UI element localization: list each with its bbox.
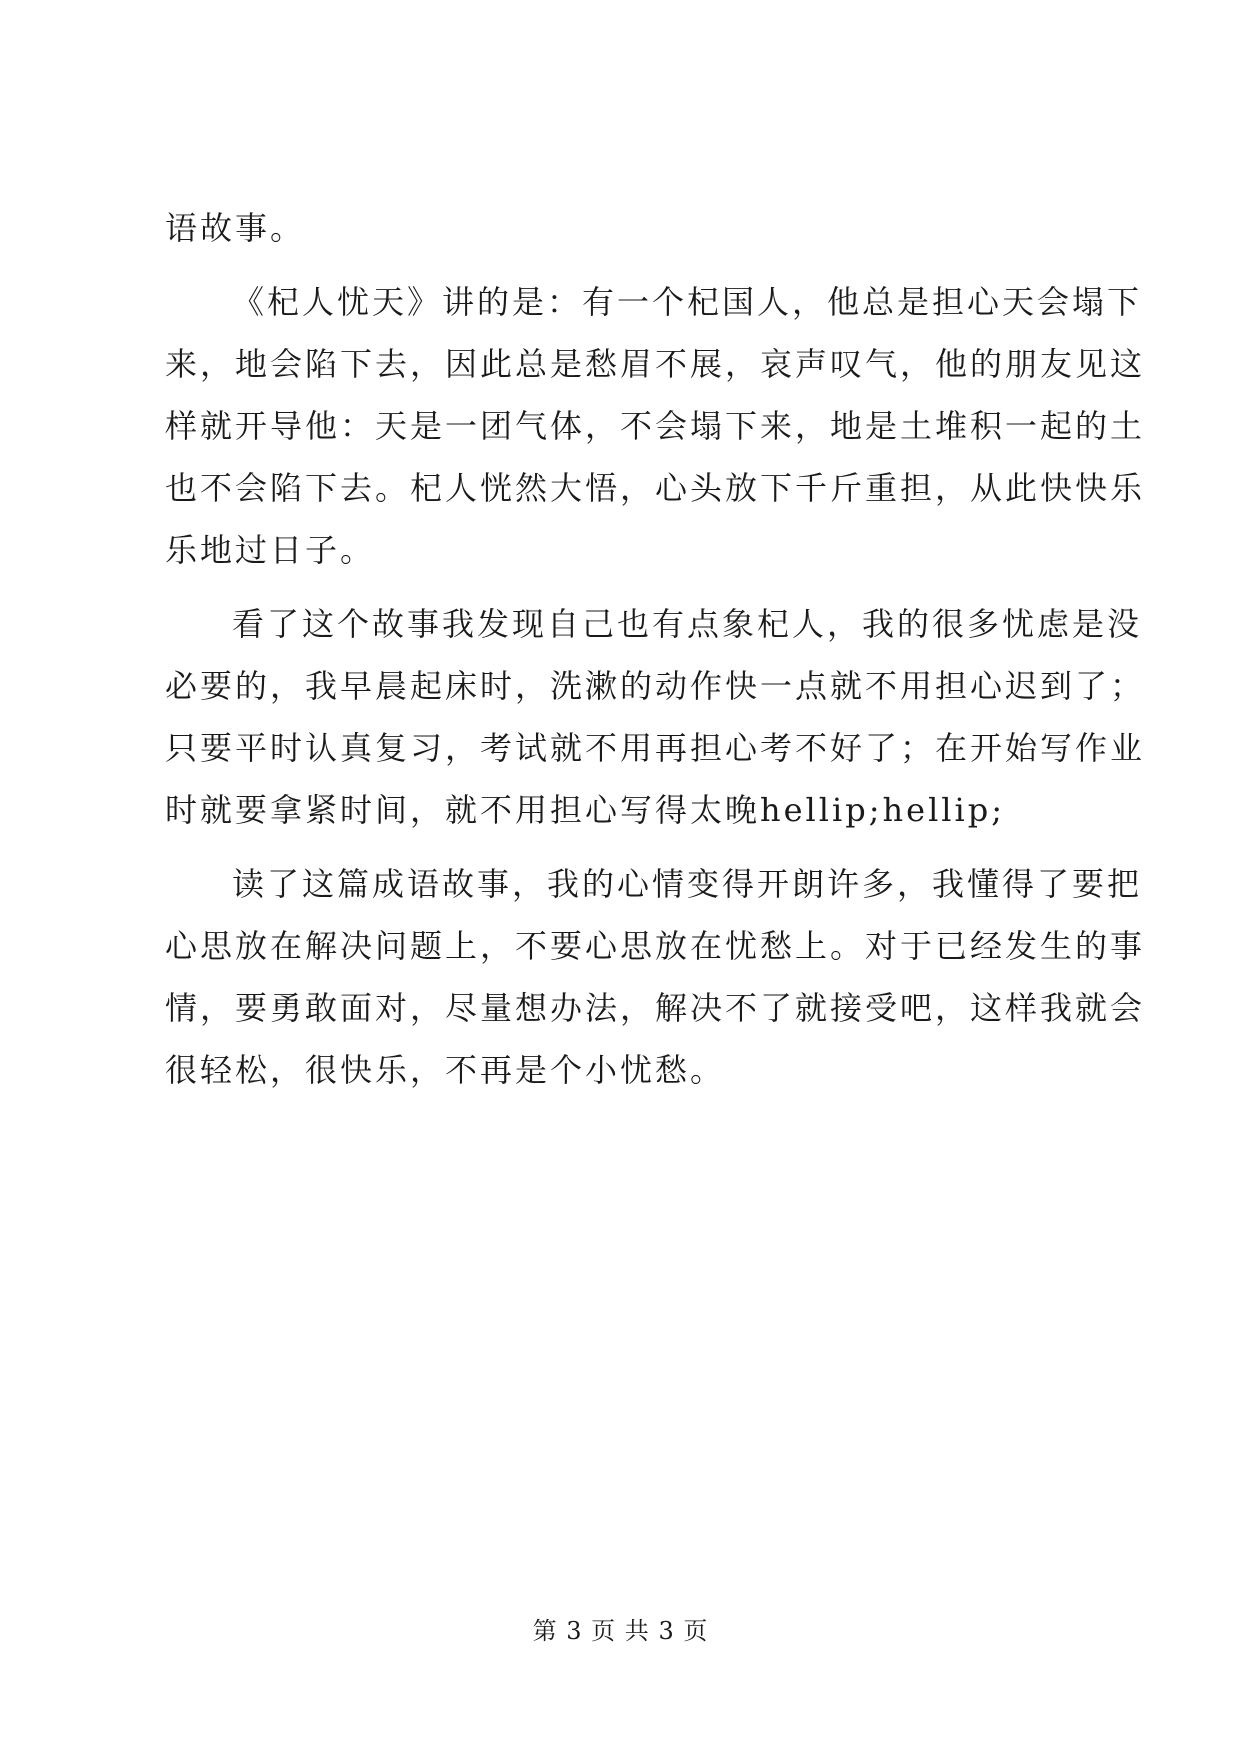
text-line: 看了这个故事我发现自己也有点象杞人，我的很多忧虑是没 bbox=[232, 605, 1143, 643]
text-line: 读了这篇成语故事，我的心情变得开朗许多，我懂得了要把 bbox=[232, 865, 1143, 903]
text-line: 时就要拿紧时间，就不用担心写得太晚hellip;hellip; bbox=[165, 791, 1006, 829]
text-line: 来，地会陷下去，因此总是愁眉不展，哀声叹气，他的朋友见这 bbox=[165, 345, 1146, 383]
text-line: 心思放在解决问题上，不要心思放在忧愁上。对于已经发生的事 bbox=[165, 927, 1146, 965]
text-line: 《杞人忧天》讲的是：有一个杞国人，他总是担心天会塌下 bbox=[232, 283, 1143, 321]
page-number-footer: 第 3 页 共 3 页 bbox=[532, 1617, 709, 1645]
text-line: 语故事。 bbox=[165, 209, 306, 247]
text-line: 也不会陷下去。杞人恍然大悟，心头放下千斤重担，从此快快乐 bbox=[165, 469, 1146, 507]
document-body bbox=[165, 197, 1146, 1101]
text-line: 很轻松，很快乐，不再是个小忧愁。 bbox=[165, 1051, 726, 1089]
text-line: 乐地过日子。 bbox=[165, 531, 376, 569]
text-line: 必要的，我早晨起床时，洗漱的动作快一点就不用担心迟到了； bbox=[165, 667, 1146, 705]
text-line: 样就开导他：天是一团气体，不会塌下来，地是土堆积一起的土 bbox=[165, 407, 1146, 445]
text-line: 情，要勇敢面对，尽量想办法，解决不了就接受吧，这样我就会 bbox=[165, 989, 1146, 1027]
text-line: 只要平时认真复习，考试就不用再担心考不好了；在开始写作业 bbox=[165, 729, 1146, 767]
